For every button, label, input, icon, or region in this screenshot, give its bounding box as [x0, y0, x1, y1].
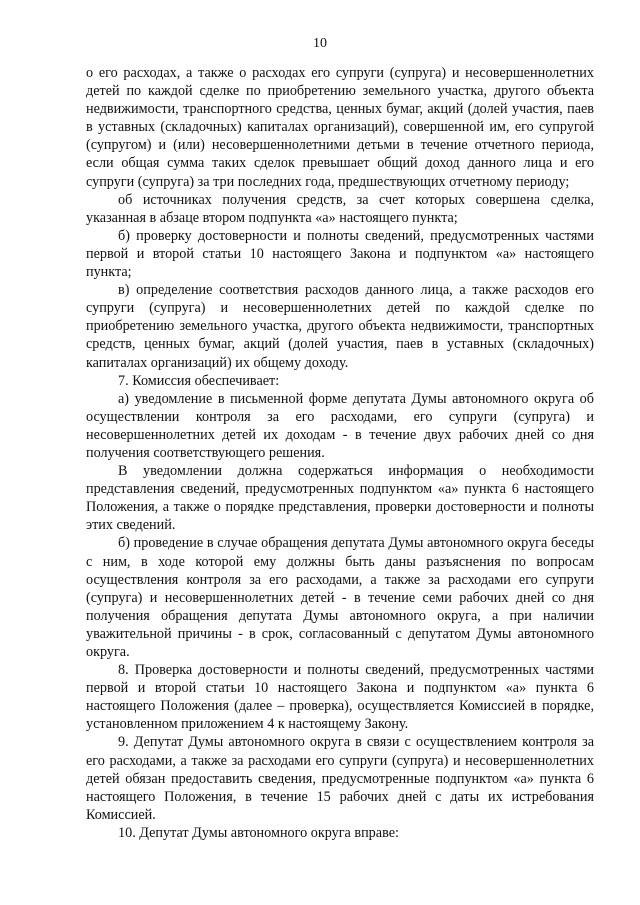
paragraph-section-7-heading: 7. Комиссия обеспечивает:: [118, 372, 280, 389]
paragraph-section-7-item-a: а) уведомление в письменной форме депутата Думы автономного округа об осуществлении контроля за его расходами, его супруги (супруга) и несовершеннолетних детей их доходам - в течение двух рабочих дней со дня получения соответствующего решения.: [86, 390, 594, 461]
paragraph-section-9: 9. Депутат Думы автономного округа в связи с осуществлением контроля за его расходами, а также за расходами его супруги (супруга) и несовершеннолетних детей обязан предоставить сведения, предусмотренные подпунктом «а» пункта 6 настоящего Положения, в течение 15 рабочих дней с даты их истребования Комиссией.: [86, 734, 594, 823]
paragraph-item-v-determination: в) определение соответствия расходов данного лица, а также расходов его супруги (супруга) и несовершеннолетних детей по каждой сделке по приобретению земельного участка, другого объекта недвижимости, транспортных средств, ценных бумаг, акций (долей участия, паев в уставных (складочных) капиталах организаций) их общему доходу.: [86, 282, 594, 371]
paragraph-funding-sources: об источниках получения средств, за счет которых совершена сделка, указанная в абзаце втором подпункта «а» настоящего пункта;: [86, 191, 594, 226]
paragraph-notification-content: В уведомлении должна содержаться информация о необходимости представления сведений, предусмотренных подпунктом «а» пункта 6 настоящего Положения, а также о порядке представления, проверки достоверности и полноты этих сведений.: [86, 463, 594, 534]
paragraph-section-10: 10. Депутат Думы автономного округа вправе:: [118, 824, 399, 841]
page-number: 10: [313, 36, 327, 51]
paragraph-section-8: 8. Проверка достоверности и полноты сведений, предусмотренных частями первой и второй статьи 10 настоящего Закона и подпунктом «а» пункта 6 настоящего Положения (далее – проверка), осуществляется Комиссией в порядке, установленном приложением 4 к настоящему Закону.: [86, 662, 594, 733]
paragraph-expenses-report: о его расходах, а также о расходах его супруги (супруга) и несовершеннолетних детей по каждой сделке по приобретению земельного участка, другого объекта недвижимости, транспортного средства, ценных бумаг, акций (долей участия, паев в уставных (складочных) капиталах организаций), совершенной им, его супругой (супругом) и (или) несовершеннолетними детьми в течение отчетного периода, если общая сумма таких сделок превышает общий доход данного лица и его супруги (супруга) за три последних года, предшествующих отчетному периоду;: [86, 65, 594, 190]
paragraph-item-b-verification: б) проверку достоверности и полноты сведений, предусмотренных частями первой и второй статьи 10 настоящего Закона и подпунктом «а» настоящего пункта;: [86, 227, 594, 281]
document-body: [86, 64, 594, 842]
paragraph-section-7-item-b: б) проведение в случае обращения депутата Думы автономного округа беседы с ним, в ходе которой ему должны быть даны разъяснения по вопросам осуществления контроля за его расходами, а также за расходами его супруги (супруга) и несовершеннолетних детей - в течение семи рабочих дней со дня получения обращения депутата Думы автономного округа, а при наличии уважительной причины - в срок, согласованный с депутатом Думы автономного округа.: [86, 535, 594, 660]
